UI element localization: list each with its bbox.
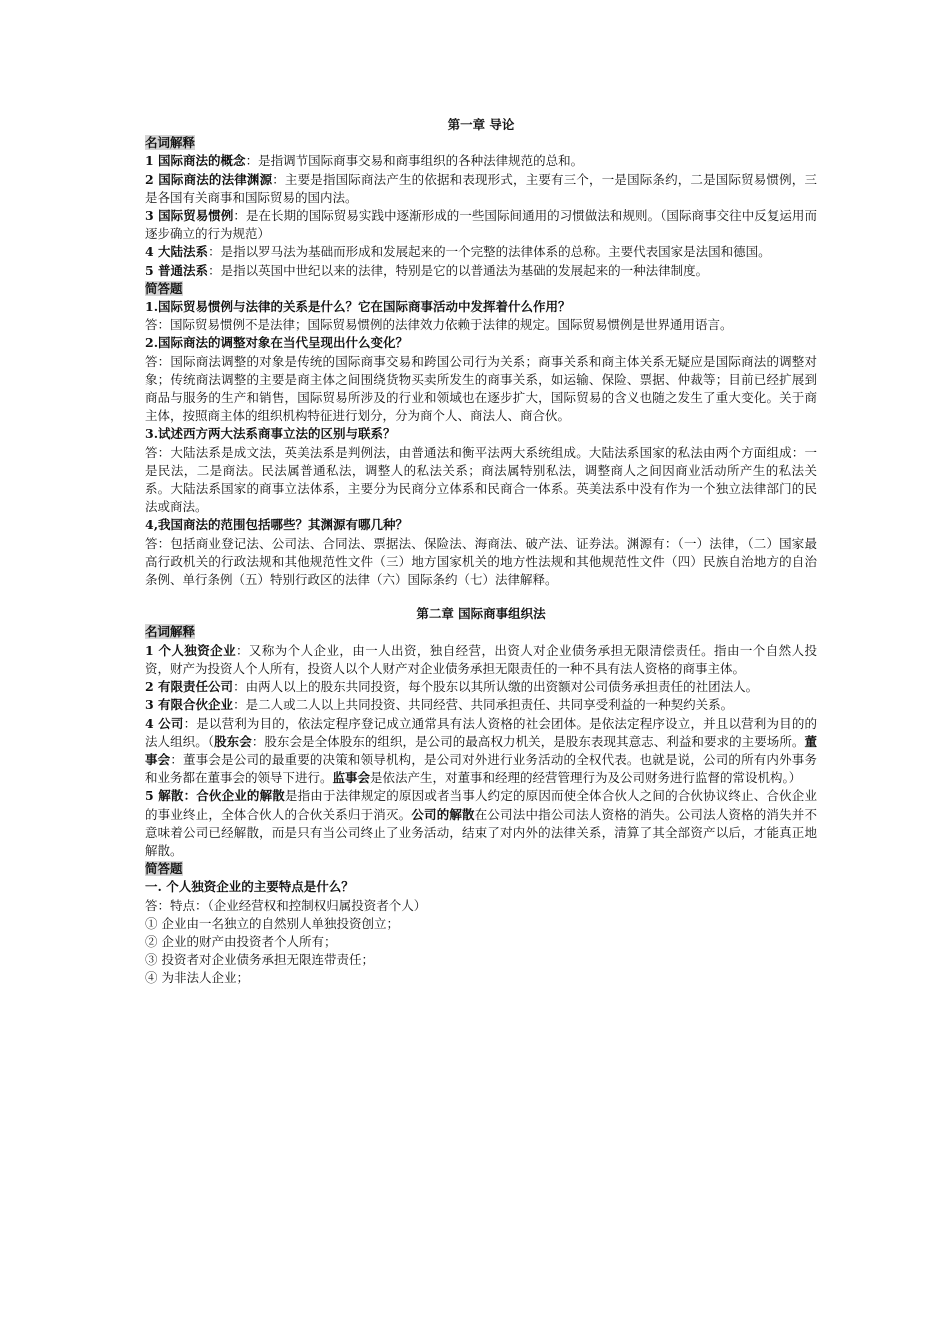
section-label: 名词解释	[145, 135, 196, 151]
definition-text: ：是指以英国中世纪以来的法律，特别是它的以普通法为基础的发展起来的一种法律制度。	[208, 262, 709, 278]
question	[145, 334, 817, 352]
definition-text: ：董事会是公司的最重要的决策和领导机构，是公司对外进行业务活动的全权代表。也就是说，公司的所有内外事务和业务都在董事会的领导下进行。	[145, 751, 817, 786]
list-item: ④ 为非法人企业；	[145, 970, 249, 986]
section-heading-short-answer	[145, 280, 817, 298]
term: 股东会	[214, 733, 252, 749]
section-label: 简答题	[145, 861, 183, 877]
definition-text: ：是指以罗马法为基础而形成和发展起来的一个完整的法律体系的总称。主要代表国家是法国和德国。	[208, 244, 771, 260]
definition-item	[145, 715, 817, 788]
term: 监事会	[332, 770, 371, 786]
chapter-2-title: 第二章 国际商事组织法	[416, 606, 546, 622]
answer: 答：国际商法调整的对象是传统的国际商事交易和跨国公司行为关系；商事关系和商主体关系无疑应是国际商法的调整对象；传统商法调整的主要是商主体之间围绕货物买卖所发生的商事关系，如运输、保险、票据、仲裁等；目前已经扩展到商品与服务的生产和销售，国际贸易所涉及的行业和领域也在逐步扩大，国际贸易的含义也随之发生了重大变化。关于商主体，按照商主体的组织机构特征进行划分，分为商个人、商法人、商合伙。	[145, 353, 817, 424]
term: 5 普通法系	[145, 262, 209, 278]
question	[145, 878, 817, 896]
term: 董事会	[145, 733, 817, 767]
section-label: 简答题	[145, 280, 183, 296]
answer: 答：大陆法系是成文法，英美法系是判例法，由普通法和衡平法两大系统组成。大陆法系国家的私法由两个方面组成：一是民法，二是商法。民法属普通私法，调整人的私法关系；商法属特别私法，调整商人之间因商业活动所产生的私法关系。大陆法系国家的商事立法体系，主要分为民商分立体系和民商合一体系。英美法系中没有作为一个独立法律部门的民法或商法。	[145, 444, 817, 515]
question-text: 1.国际贸易惯例与法律的关系是什么？它在国际商事活动中发挥着什么作用？	[145, 299, 571, 315]
answer: 答：国际贸易惯例不是法律；国际贸易惯例的法律效力依赖于法律的规定。国际贸易惯例是世界通用语言。	[145, 317, 733, 333]
term: 2 国际商法的法律渊源	[145, 171, 273, 187]
term: 4 公司	[145, 715, 184, 731]
question-text: 一. 个人独资企业的主要特点是什么？	[145, 879, 354, 895]
question	[145, 425, 817, 443]
term: 3 有限合伙企业	[145, 697, 234, 713]
definition-item	[145, 171, 817, 207]
list-item: ① 企业由一名独立的自然别人单独投资创立；	[145, 915, 399, 931]
section-label: 名词解释	[145, 624, 196, 640]
definition-item	[145, 207, 817, 243]
list-item: ② 企业的财产由投资者个人所有；	[145, 933, 337, 949]
question-text: 4,我国商法的范围包括哪些？其渊源有哪几种？	[145, 517, 409, 533]
definition-item	[145, 262, 817, 280]
answer: 答：包括商业登记法、公司法、合同法、票据法、保险法、海商法、破产法、证券法。渊源有：（一）法律，（二）国家最高行政机关的行政法规和其他规范性文件（三）地方国家机关的地方性法规和其他规范性文件（四）民族自治地方的自治条例、单行条例（五）特别行政区的法律（六）国际条约（七）法律解释。	[145, 535, 817, 588]
definition-item	[145, 678, 817, 696]
term: 4 大陆法系	[145, 244, 209, 260]
definition-text: 是指由于法律规定的原因或者当事人约定的原因而使全体合伙人之间的合伙协议终止、合伙企业的事业终止，全体合伙人的合伙关系归于消灭。	[145, 788, 817, 822]
chapter-1-title: 第一章 导论	[447, 117, 515, 132]
question-text: 2.国际商法的调整对象在当代呈现出什么变化？	[145, 335, 409, 351]
definition-text: ：由两人以上的股东共同投资，每个股东以其所认缴的出资额对公司债务承担责任的社团法人。	[233, 679, 759, 695]
answer: 答：特点：（企业经营权和控制权归属投资者个人）	[145, 897, 427, 913]
question-text: 3.试述西方两大法系商事立法的区别与联系？	[145, 426, 396, 442]
definition-text: ：是在长期的国际贸易实践中逐渐形成的一些国际间通用的习惯做法和规则。（国际商事交往中反复运用而逐步确立的行为规范）	[145, 208, 817, 242]
section-heading-short-answer	[145, 860, 817, 878]
question	[145, 298, 817, 316]
term: 1 国际商法的概念	[145, 153, 246, 169]
list-item: ③ 投资者对企业债务承担无限连带责任；	[145, 952, 374, 968]
term: 公司的解散	[411, 806, 475, 822]
term: 3 国际贸易惯例	[145, 208, 234, 224]
definition-item	[145, 243, 817, 261]
definition-item	[145, 152, 817, 170]
definition-text: ：又称为个人企业，由一人出资，独自经营，出资人对企业债务承担无限清偿责任。指由一个自然人投资，财产为投资人个人所有，投资人以个人财产对企业债务承担无限责任的一种不具有法人资格的商事主体。	[145, 642, 817, 676]
question	[145, 516, 817, 534]
definition-text: 在公司法中指公司法人资格的消失。公司法人资格的消失并不意味着公司已经解散，而是只有当公司终止了业务活动，结束了对内外的法律关系，清算了其全部资产以后，才能真正地解散。	[145, 806, 817, 858]
definition-item	[145, 787, 817, 860]
term-separator: ：	[183, 788, 197, 804]
definition-item	[145, 696, 817, 714]
definition-text: ：主要是指国际商法产生的依据和表现形式，主要有三个，一是国际条约，二是国际贸易惯例，三是各国有关商事和国际贸易的国内法。	[145, 171, 817, 205]
term: 合伙企业的解散	[196, 788, 285, 804]
section-heading-definitions	[145, 623, 817, 641]
term: 2 有限责任公司	[145, 679, 234, 695]
definition-text: ：是指调节国际商事交易和商事组织的各种法律规范的总和。	[245, 153, 584, 169]
definition-text: ：是二人或二人以上共同投资、共同经营、共同承担责任、共同享受利益的一种契约关系。	[233, 697, 734, 713]
term: 5 解散	[145, 788, 184, 804]
definition-text: ：股东会是全体股东的组织，是公司的最高权力机关，是股东表现其意志、利益和要求的主要场所。	[251, 733, 805, 749]
term: 1 个人独资企业	[145, 642, 236, 658]
section-heading-definitions	[145, 134, 817, 152]
document-page	[145, 116, 817, 988]
definition-text: ：是以营利为目的，依法定程序登记成立通常具有法人资格的社会团体。是依法定程序设立，并且以营利为目的的法人组织。（	[145, 715, 817, 749]
definition-item	[145, 642, 817, 678]
definition-text: 是依法产生，对董事和经理的经营管理行为及公司财务进行监督的常设机构。）	[370, 770, 802, 786]
